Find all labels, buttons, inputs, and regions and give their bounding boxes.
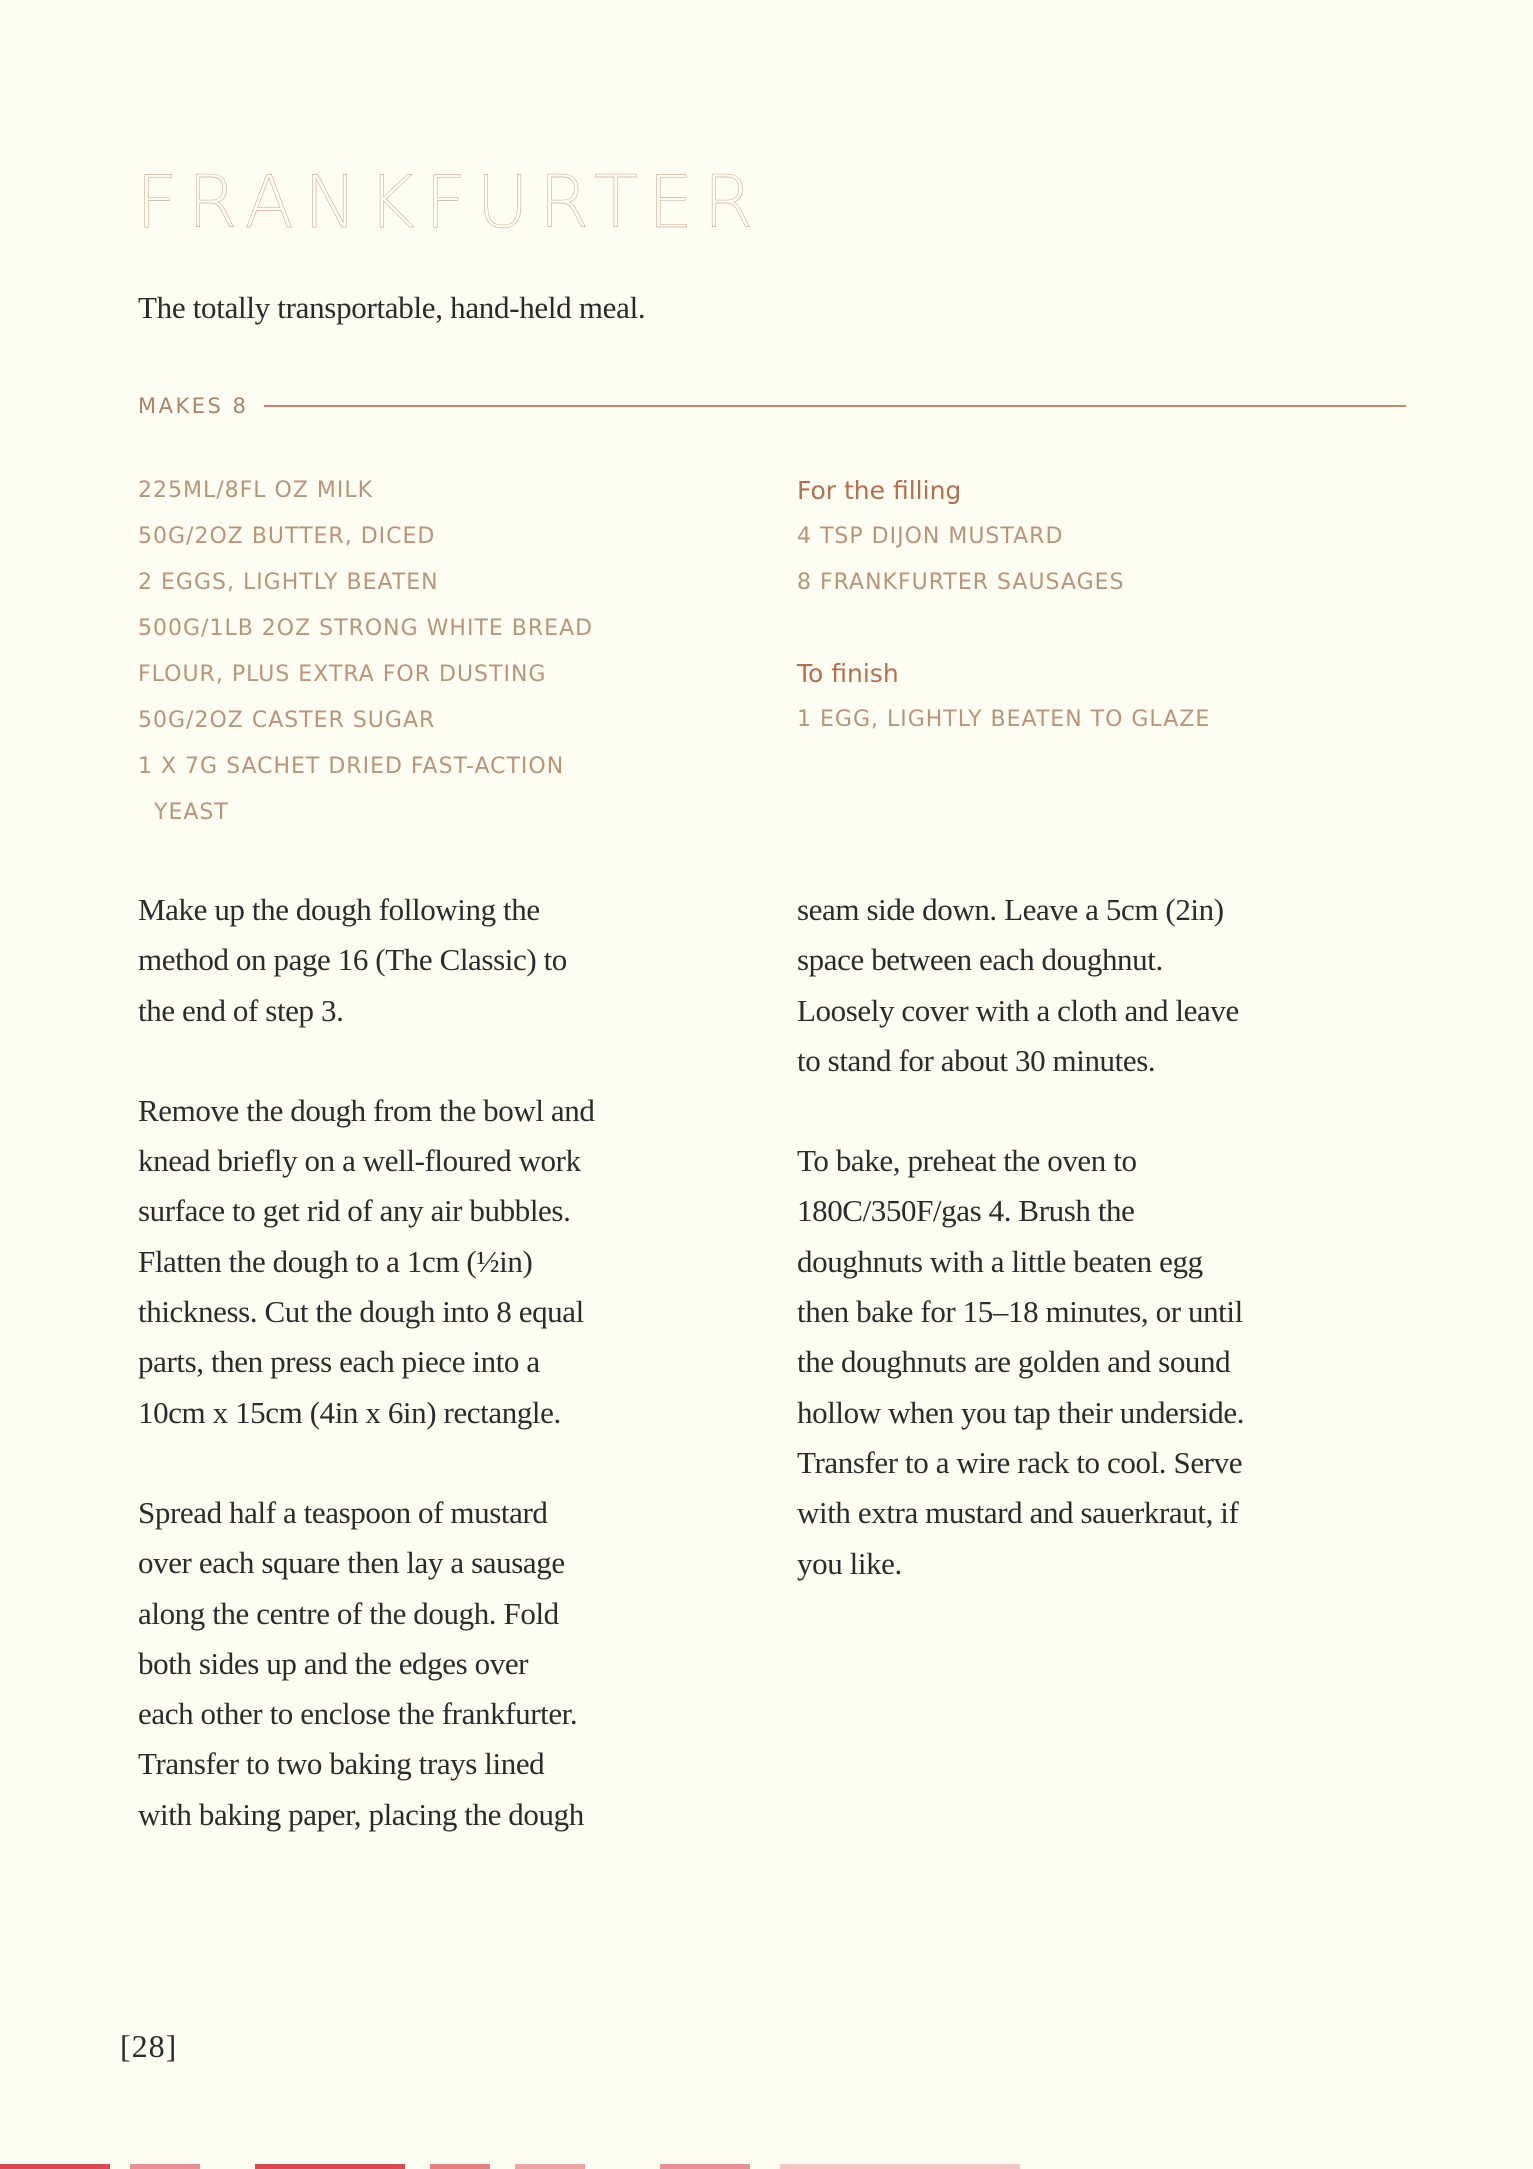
text-line: with extra mustard and sauerkraut, if <box>797 1495 1239 1531</box>
ingredients-main <box>138 468 593 836</box>
text-line: Flatten the dough to a 1cm (½in) <box>138 1243 533 1279</box>
bottom-edge-strip <box>430 2164 490 2169</box>
text-line: both sides up and the edges over <box>138 1645 529 1681</box>
method-paragraph <box>797 1136 1244 1589</box>
text-line: Loosely cover with a cloth and leave <box>797 992 1239 1028</box>
text-line: Transfer to a wire rack to cool. Serve <box>797 1444 1243 1480</box>
text-line: the doughnuts are golden and sound <box>797 1344 1231 1380</box>
text-line: thickness. Cut the dough into 8 equal <box>138 1294 584 1330</box>
ingredient: FLOUR, PLUS EXTRA FOR DUSTING <box>138 662 547 687</box>
text-line: Transfer to two baking trays lined <box>138 1746 545 1782</box>
text-line: Spread half a teaspoon of mustard <box>138 1494 548 1530</box>
divider-rule <box>264 405 1406 407</box>
bottom-edge-strip <box>255 2164 405 2169</box>
recipe-subtitle: The totally transportable, hand-held meal. <box>138 290 646 325</box>
text-line: over each square then lay a sausage <box>138 1545 565 1581</box>
finish-heading: To finish <box>797 659 899 688</box>
text-line: the end of step 3. <box>138 992 344 1028</box>
method-paragraph <box>138 1488 594 1840</box>
ingredient: 50G/2OZ CASTER SUGAR <box>138 708 436 733</box>
filling-heading: For the filling <box>797 476 962 505</box>
text-line: space between each doughnut. <box>797 942 1163 978</box>
method-paragraph <box>138 1086 594 1438</box>
ingredient: 2 EGGS, LIGHTLY BEATEN <box>138 570 439 595</box>
bottom-edge-strip <box>780 2164 1020 2169</box>
bottom-edge-strip <box>660 2164 750 2169</box>
recipe-title: FRANKFURTER <box>136 160 764 244</box>
text-line: seam side down. Leave a 5cm (2in) <box>797 892 1224 927</box>
text-line: doughnuts with a little beaten egg <box>797 1243 1203 1279</box>
ingredient: 1 X 7G SACHET DRIED FAST-ACTION <box>138 754 565 779</box>
ingredient: 500G/1LB 2OZ STRONG WHITE BREAD <box>138 616 594 641</box>
bottom-edge-strip <box>515 2164 585 2169</box>
text-line: Remove the dough from the bowl and <box>138 1092 595 1128</box>
yield-label: MAKES 8 <box>138 394 249 418</box>
ingredient: 50G/2OZ BUTTER, DICED <box>138 524 436 549</box>
text-line: with baking paper, placing the dough <box>138 1796 584 1832</box>
text-line: To bake, preheat the oven to <box>797 1143 1137 1179</box>
text-line: to stand for about 30 minutes. <box>797 1042 1156 1078</box>
method-paragraph <box>138 885 594 1036</box>
text-line: surface to get rid of any air bubbles. <box>138 1193 571 1229</box>
method-right-column <box>797 885 1244 1639</box>
method-left-column <box>138 885 594 1890</box>
text-line: along the centre of the dough. Fold <box>138 1595 559 1631</box>
text-line: Make up the dough following the <box>138 892 540 927</box>
bottom-edge-strip <box>0 2164 110 2169</box>
page-number: [28] <box>120 2028 178 2064</box>
text-line: 180C/350F/gas 4. Brush the <box>797 1193 1135 1229</box>
text-line: you like. <box>797 1545 902 1581</box>
text-line: 10cm x 15cm (4in x 6in) rectangle. <box>138 1394 561 1430</box>
text-line: hollow when you tap their underside. <box>797 1394 1245 1430</box>
method-paragraph <box>797 885 1244 1086</box>
ingredient: 8 FRANKFURTER SAUSAGES <box>797 570 1125 595</box>
yield-row <box>138 394 1406 418</box>
text-line: method on page 16 (The Classic) to <box>138 942 567 978</box>
text-line: parts, then press each piece into a <box>138 1344 540 1380</box>
ingredient: 225ML/8FL OZ MILK <box>138 478 374 503</box>
ingredient: YEAST <box>154 800 229 825</box>
text-line: each other to enclose the frankfurter. <box>138 1696 578 1732</box>
text-line: knead briefly on a well-floured work <box>138 1143 581 1179</box>
ingredient: 4 TSP DIJON MUSTARD <box>797 524 1064 549</box>
text-line: then bake for 15–18 minutes, or until <box>797 1294 1243 1330</box>
bottom-edge-strip <box>130 2164 200 2169</box>
ingredients-extra <box>797 468 1210 743</box>
ingredient: 1 EGG, LIGHTLY BEATEN TO GLAZE <box>797 707 1211 732</box>
